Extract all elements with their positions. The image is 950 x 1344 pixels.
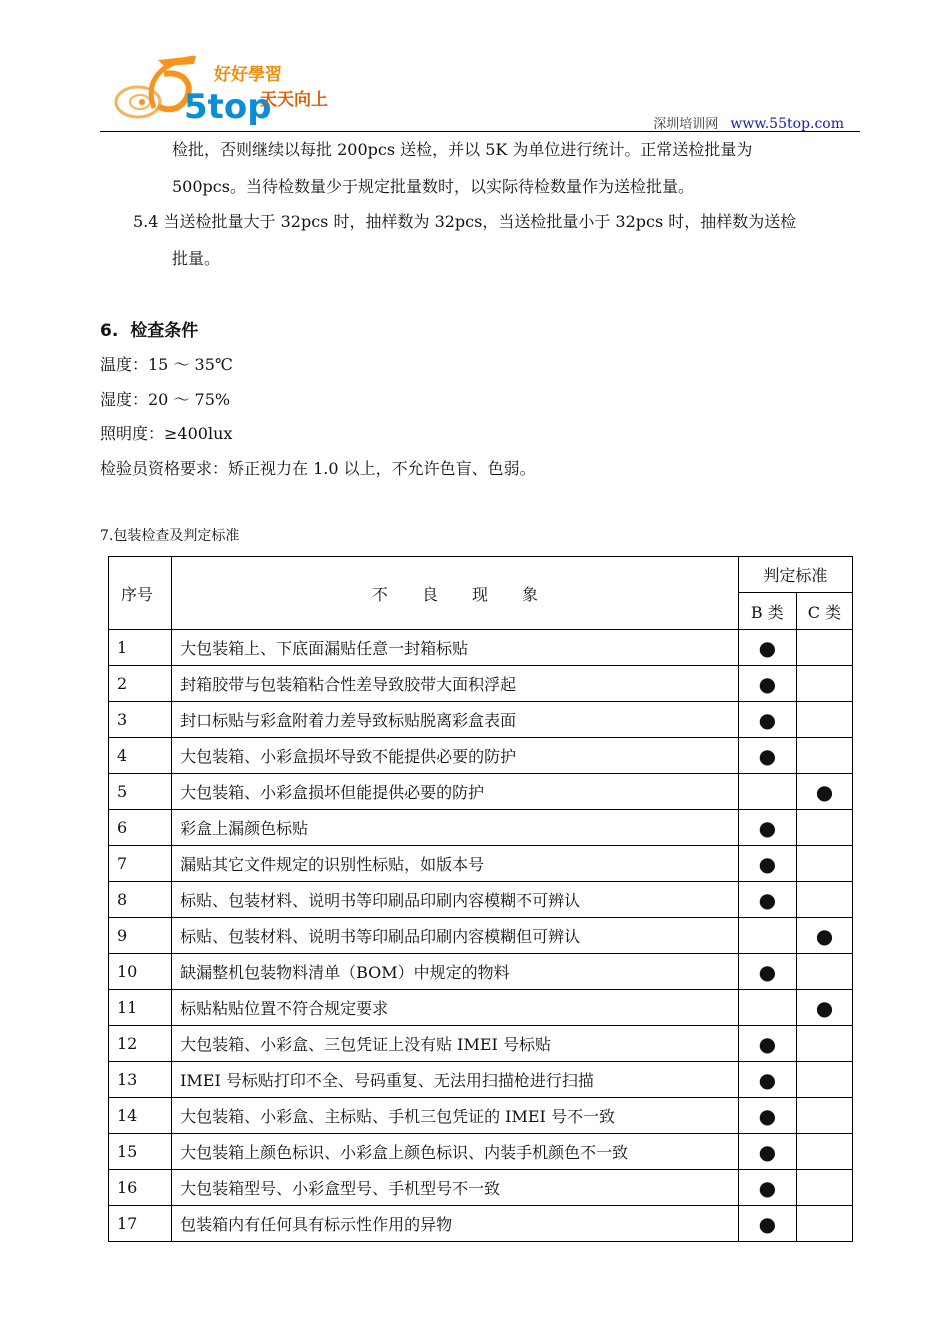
table-row (109, 810, 853, 846)
org-name: 深圳培训网 (653, 117, 719, 132)
row-index: 17 (109, 1206, 172, 1242)
row-index: 4 (109, 738, 172, 774)
row-index: 11 (109, 990, 172, 1026)
table-row (109, 774, 853, 810)
header-index: 序号 (109, 557, 172, 630)
row-defect-desc: 标贴、包装材料、说明书等印刷品印刷内容模糊但可辨认 (172, 918, 739, 954)
row-index: 9 (109, 918, 172, 954)
table-row (109, 666, 853, 702)
row-mark-b: ● (738, 630, 796, 666)
row-mark-b: ● (738, 810, 796, 846)
table-row (109, 990, 853, 1026)
row-defect-desc: 标贴、包装材料、说明书等印刷品印刷内容模糊不可辨认 (172, 882, 739, 918)
row-mark-c (796, 846, 852, 882)
site-url-link[interactable]: www.55top.com (730, 116, 844, 132)
logo-text: 5top (184, 87, 272, 127)
table-row (109, 846, 853, 882)
row-index: 8 (109, 882, 172, 918)
row-defect-desc: 缺漏整机包装物料清单（BOM）中规定的物料 (172, 954, 739, 990)
section6-heading (100, 316, 198, 341)
row-index: 7 (109, 846, 172, 882)
table-row (109, 1206, 853, 1242)
table-row (109, 702, 853, 738)
row-defect-desc: 包装箱内有任何具有标示性作用的异物 (172, 1206, 739, 1242)
row-mark-b (738, 774, 796, 810)
row-mark-c (796, 1026, 852, 1062)
condition-illuminance: 照明度：≥400lux (100, 424, 233, 443)
slogan-line-1: 好好學習 (214, 65, 282, 85)
row-mark-b (738, 918, 796, 954)
item-5-4-line-1: 5.4 当送检批量大于 32pcs 时，抽样数为 32pcs，当送检批量小于 32pcs 时，抽样数为送检 (133, 212, 797, 231)
row-index: 10 (109, 954, 172, 990)
section6-number: 6. (100, 321, 119, 341)
row-defect-desc: 彩盒上漏颜色标贴 (172, 810, 739, 846)
row-defect-desc: 标贴粘贴位置不符合规定要求 (172, 990, 739, 1026)
packaging-standard-table (108, 556, 853, 1242)
row-mark-c: ● (796, 918, 852, 954)
row-mark-b: ● (738, 954, 796, 990)
header-standard: 判定标准 (738, 557, 852, 593)
row-mark-b (738, 990, 796, 1026)
row-index: 16 (109, 1170, 172, 1206)
row-index: 13 (109, 1062, 172, 1098)
row-defect-desc: 封口标贴与彩盒附着力差导致标贴脱离彩盒表面 (172, 702, 739, 738)
table-row (109, 1098, 853, 1134)
row-index: 5 (109, 774, 172, 810)
row-index: 2 (109, 666, 172, 702)
row-mark-b: ● (738, 666, 796, 702)
table-row (109, 918, 853, 954)
table-row (109, 882, 853, 918)
row-mark-b: ● (738, 882, 796, 918)
row-defect-desc: 大包装箱、小彩盒、三包凭证上没有贴 IMEI 号标贴 (172, 1026, 739, 1062)
header-class-b: B 类 (738, 593, 796, 630)
row-index: 6 (109, 810, 172, 846)
page-header (100, 40, 860, 132)
row-mark-b: ● (738, 846, 796, 882)
row-index: 12 (109, 1026, 172, 1062)
row-mark-c: ● (796, 990, 852, 1026)
row-mark-c (796, 1170, 852, 1206)
condition-inspector: 检验员资格要求：矫正视力在 1.0 以上，不允许色盲、色弱。 (100, 459, 536, 478)
row-mark-c (796, 630, 852, 666)
header-defect-char: 现 (471, 584, 488, 604)
row-mark-b: ● (738, 1026, 796, 1062)
row-mark-c (796, 882, 852, 918)
row-index: 14 (109, 1098, 172, 1134)
row-mark-b: ● (738, 1098, 796, 1134)
logo-wordmark (184, 87, 272, 127)
row-mark-b: ● (738, 1170, 796, 1206)
table-row (109, 1026, 853, 1062)
item-5-4-line-2: 批量。 (172, 249, 221, 268)
header-defect (172, 557, 739, 630)
slogan-line-2: 天天向上 (260, 90, 328, 110)
row-mark-c (796, 702, 852, 738)
row-defect-desc: 漏贴其它文件规定的识别性标贴，如版本号 (172, 846, 739, 882)
row-index: 3 (109, 702, 172, 738)
table-row (109, 1170, 853, 1206)
row-defect-desc: 大包装箱、小彩盒、主标贴、手机三包凭证的 IMEI 号不一致 (172, 1098, 739, 1134)
row-mark-c (796, 1062, 852, 1098)
table-body (109, 630, 853, 1242)
table-row (109, 630, 853, 666)
row-mark-c (796, 1206, 852, 1242)
row-mark-b: ● (738, 1062, 796, 1098)
row-mark-b: ● (738, 1206, 796, 1242)
header-divider (100, 131, 860, 132)
table-row (109, 738, 853, 774)
section7-title: 7.包装检查及判定标准 (100, 528, 240, 544)
header-defect-char: 不 (371, 584, 388, 604)
table-row (109, 1062, 853, 1098)
row-mark-c (796, 1098, 852, 1134)
row-defect-desc: 大包装箱、小彩盒损坏导致不能提供必要的防护 (172, 738, 739, 774)
row-mark-c (796, 666, 852, 702)
section5-line-2: 500pcs。当待检数量少于规定批量数时，以实际待检数量作为送检批量。 (172, 177, 694, 196)
row-mark-b: ● (738, 738, 796, 774)
row-defect-desc: 封箱胶带与包装箱粘合性差导致胶带大面积浮起 (172, 666, 739, 702)
row-mark-c (796, 810, 852, 846)
condition-temperature: 温度：15 ～ 35℃ (100, 355, 233, 374)
header-defect-char: 象 (521, 584, 538, 604)
row-index: 1 (109, 630, 172, 666)
condition-humidity: 湿度：20 ～ 75% (100, 390, 231, 409)
row-mark-b: ● (738, 1134, 796, 1170)
row-defect-desc: 大包装箱上、下底面漏贴任意一封箱标贴 (172, 630, 739, 666)
row-defect-desc: 大包装箱型号、小彩盒型号、手机型号不一致 (172, 1170, 739, 1206)
row-mark-c (796, 954, 852, 990)
table-row (109, 954, 853, 990)
row-mark-c (796, 1134, 852, 1170)
table-row (109, 1134, 853, 1170)
row-index: 15 (109, 1134, 172, 1170)
row-defect-desc: IMEI 号标贴打印不全、号码重复、无法用扫描枪进行扫描 (172, 1062, 739, 1098)
row-mark-b: ● (738, 702, 796, 738)
row-defect-desc: 大包装箱上颜色标识、小彩盒上颜色标识、内装手机颜色不一致 (172, 1134, 739, 1170)
site-info (653, 113, 844, 132)
row-mark-c (796, 738, 852, 774)
row-mark-c: ● (796, 774, 852, 810)
section5-line-1: 检批，否则继续以每批 200pcs 送检，并以 5K 为单位进行统计。正常送检批量为 (172, 140, 753, 159)
header-defect-char: 良 (421, 584, 438, 604)
row-defect-desc: 大包装箱、小彩盒损坏但能提供必要的防护 (172, 774, 739, 810)
header-class-c: C 类 (796, 593, 852, 630)
section6-title: 检查条件 (130, 321, 199, 341)
